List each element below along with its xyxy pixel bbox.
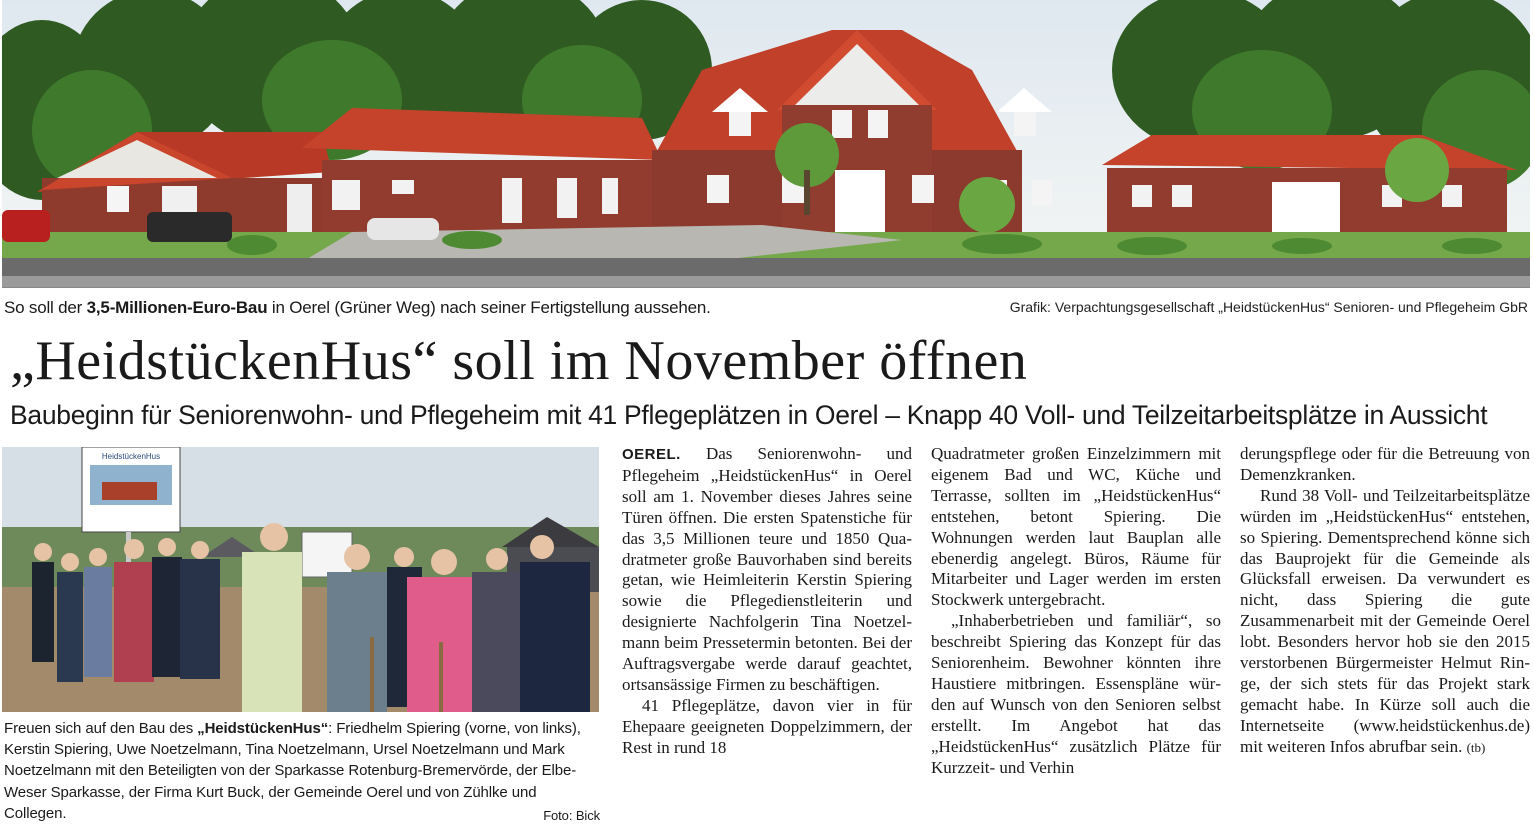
caption-bold: 3,5-Millionen-Euro-Bau — [86, 298, 268, 317]
dateline: OEREL. — [622, 446, 681, 463]
article-paragraph: „Inhaberbetrieben und familiär“, so beschreibt Spiering das Konzept für das Seniorenheim. Bewohner könnten ihre Haustiere mitbringen. Essenspläne würden auf Wunsch von den Senioren selbst erstellt. Im Angebot hat das „HeidstückenHus“ zusätzlich Plätze für Kurzzeit- und Verhin — [931, 611, 1221, 777]
sign-text: HeidstückenHus — [101, 452, 161, 461]
paragraph-text: Das Seniorenwohn- und Pflegeheim „HeidstückenHus“ in Oerel soll am 1. November dieses Jahres seine Türen öffnen. Die ersten Spatenstiche für das 3,5 Millionen teure und 1850 Quadratmeter große Bauvorhaben sind bereits getan, wie Heimleiterin Kerstin Spiering sowie die Pflegedienstleiterin und designierte Nachfolgerin Tina Noetzelmann beim Pressetermin betonten. Bei der Auftragsvergabe werde darauf geachtet, ortsansässige Firmen zu beschäftigen. — [622, 444, 912, 694]
caption-suffix: in Oerel (Grüner Weg) nach seiner Fertigstellung aussehen. — [267, 298, 711, 317]
caption-prefix: So soll der — [4, 298, 87, 317]
photo-caption-text: : Friedhelm Spiering (vorne, von links), Kerstin Spiering, Uwe Noetzelmann, Tina Noetzelmann, Ursel Noetzelmann und Mark Noetzelmann mit den Beteiligten von der Sparkasse Rotenburg-Bremervörde, der Elbe-Weser Sparkasse, der Firma Kurt Buck, der Gemeinde Oerel und von Zühlke und Collegen. — [4, 720, 581, 822]
article-column-2 — [931, 444, 1221, 779]
subheadline: Baubeginn für Seniorenwohn- und Pflegeheim mit 41 Pflegeplätzen in Oerel – Knapp 40 Voll- und Teilzeitarbeitsplätze in Aussicht — [10, 400, 1488, 430]
photo-credit: Foto: Bick — [543, 807, 600, 823]
headline: „HeidstückenHus“ soll im November öffnen — [10, 330, 1028, 392]
author-tag: (tb) — [1466, 739, 1486, 755]
article-column-3 — [1240, 444, 1530, 759]
image-credit: Grafik: Verpachtungsgesellschaft „HeidstückenHus“ Senioren- und Pflegeheim GbR — [1009, 299, 1528, 315]
image-caption-row — [4, 296, 1528, 320]
photo-caption-prefix: Freuen sich auf den Bau des — [4, 720, 198, 737]
group-photo — [2, 447, 599, 712]
article-column-1 — [622, 444, 912, 759]
image-caption — [4, 298, 711, 318]
photo-caption-bold: „HeidstückenHus“ — [197, 720, 329, 737]
photo-caption — [4, 718, 600, 826]
article-paragraph: 41 Pflegeplätze, davon vier in für Ehepaare geeigneten Doppelzimmern, der Rest in rund 18 — [622, 695, 912, 757]
building-rendering-image — [2, 0, 1530, 288]
article-paragraph: Quadratmeter großen Einzelzimmern mit eigenem Bad und WC, Küche und Terrasse, sollten im „HeidstückenHus“ entstehen, betont Spiering. Die Wohnungen werden laut Bauplan alle ebenerdig angelegt. Büros, Räume für Mitarbeiter und Lager werden im ersten Stockwerk untergebracht. — [931, 444, 1221, 610]
paragraph-text: Rund 38 Voll- und Teilzeitarbeitsplätze würden im „HeidstückenHus“ entstehen, so Spiering. Dementsprechend könne sich das Bauprojekt für die Gemeinde als Glücksfall erweisen. Da verwundert es nicht, dass Spiering die gute Zusammenarbeit mit der Gemeinde Oerel lobt. Besonders hervor hob sie den 2015 verstorbenen Bürgermeister Helmut Ringe, der sich stets für das Projekt stark gemacht habe. In Kürze soll auch die Internetseite (www.heidstückenhus.de) mit weiteren Infos abrufbar sein. — [1240, 485, 1530, 756]
article-paragraph — [1240, 486, 1530, 759]
article-paragraph: derungspflege oder für die Betreuung von Demenzkranken. — [1240, 444, 1530, 484]
article-paragraph — [622, 444, 912, 696]
